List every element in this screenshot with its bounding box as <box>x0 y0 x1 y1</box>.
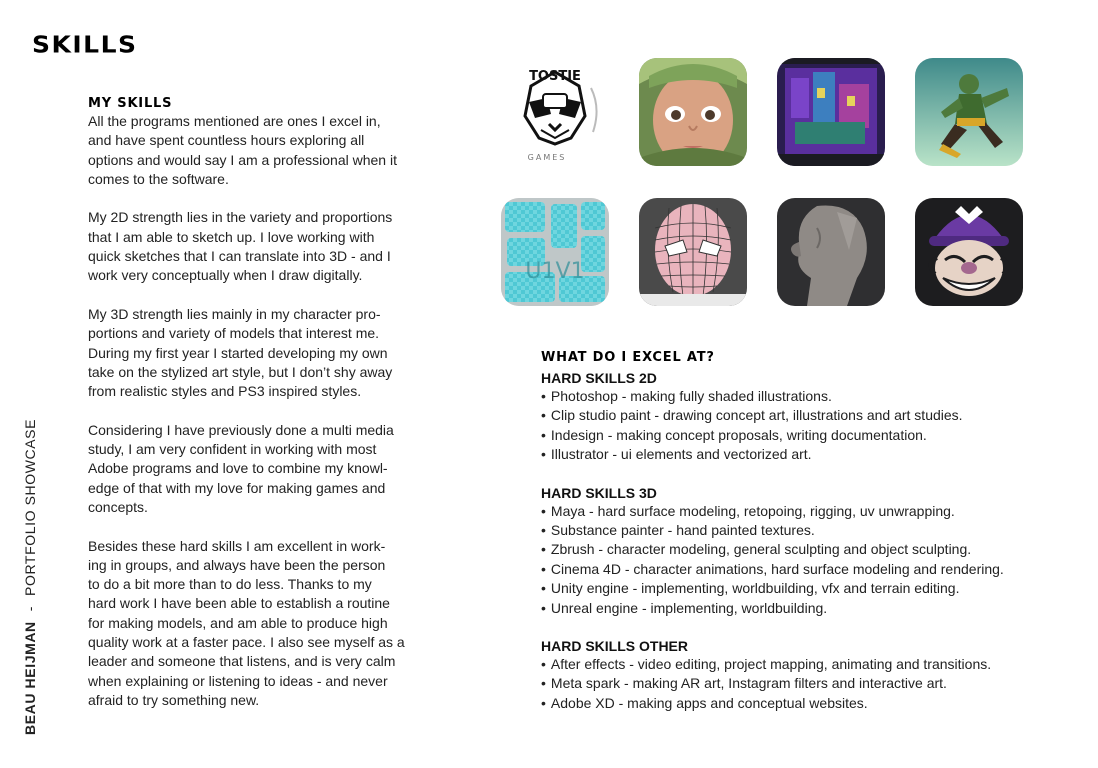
skill-text: Zbrush - character modeling, general sculpting and object sculpting. <box>550 541 972 558</box>
page-title: SKILLS <box>32 31 138 58</box>
credit-label: PORTFOLIO SHOWCASE <box>22 418 38 596</box>
skill-text: Maya - hard surface modeling, retopoing, rigging, uv unwrapping. <box>550 502 955 519</box>
logo-subtext: GAMES <box>527 153 567 162</box>
list-item <box>541 540 1041 559</box>
logo-wordmark: TOSTIE <box>529 69 581 84</box>
bullet: • <box>541 522 546 539</box>
excel-at-heading: WHAT DO I EXCEL AT? <box>541 350 715 365</box>
sculpted-bust-profile <box>777 198 885 306</box>
bullet: • <box>541 502 546 519</box>
skill-group-2d <box>541 369 1041 465</box>
bullet: • <box>541 675 546 692</box>
skill-group-3d <box>541 484 1041 618</box>
skill-text: Clip studio paint - drawing concept art, illustrations and art studies. <box>550 407 963 424</box>
stylized-girl-face-render <box>639 58 747 166</box>
list-item <box>541 599 1041 618</box>
list-item <box>541 387 1041 406</box>
group-title: HARD SKILLS OTHER <box>541 638 688 655</box>
tostie-games-logo <box>501 58 609 166</box>
intro-paragraph: My 3D strength lies mainly in my character pro- portions and variety of models that interest me. During my first year I started developing my own take on the stylized art style, but I don’t shy away from realistic styles and PS3 inspired styles. <box>88 305 393 400</box>
skill-text: Illustrator - ui elements and vectorized art. <box>550 446 812 463</box>
purple-hat-villain-character <box>915 198 1023 306</box>
uv-layout-texture <box>501 198 609 306</box>
bullet: • <box>541 580 546 597</box>
list-item <box>541 579 1041 598</box>
bullet: • <box>541 426 546 443</box>
bullet: • <box>541 541 546 558</box>
skills-section <box>541 350 1041 732</box>
list-item <box>541 674 1041 693</box>
list-item <box>541 426 1041 445</box>
side-credit <box>22 405 38 735</box>
author-name: BEAU HEIJMAN <box>22 621 38 735</box>
portfolio-gallery <box>501 58 1024 306</box>
skill-text: After effects - video editing, project mapping, animating and transitions. <box>550 656 992 673</box>
skill-list <box>541 655 1041 713</box>
list-item <box>541 655 1041 674</box>
intro-paragraph: My 2D strength lies in the variety and proportions that I am able to sketch up. I love working with quick sketches that I can translate into 3D - and I work very conceptually when I draw digitally. <box>88 209 393 284</box>
skill-text: Photoshop - making fully shaded illustrations. <box>550 388 832 404</box>
list-item <box>541 406 1041 425</box>
skill-text: Unity engine - implementing, worldbuilding, vfx and terrain editing. <box>550 580 960 597</box>
skill-group-other <box>541 637 1041 713</box>
bullet: • <box>541 656 546 673</box>
skill-text: Indesign - making concept proposals, writing documentation. <box>550 426 927 443</box>
skill-text: Unreal engine - implementing, worldbuilding. <box>550 599 828 616</box>
credit-separator: - <box>22 605 38 612</box>
list-item <box>541 521 1041 540</box>
list-item <box>541 445 1041 464</box>
intro-section <box>88 96 418 730</box>
skill-list <box>541 387 1041 465</box>
list-item <box>541 694 1041 713</box>
intro-paragraph: Besides these hard skills I am excellent in work- ing in groups, and always have been the person to do a bit more than to do less. Thanks to my hard work I have been able to establish a routine for making models, and am able to produce high quality work at a faster pace. I also see myself as a leader and someone that listens, and is very calm when explaining or listening to ideas - and never afraid to try something new. <box>88 537 405 708</box>
bullet: • <box>541 599 546 616</box>
bullet: • <box>541 446 546 463</box>
group-title: HARD SKILLS 3D <box>541 484 657 501</box>
skill-text: Cinema 4D - character animations, hard surface modeling and rendering. <box>550 560 1004 577</box>
bullet: • <box>541 694 546 711</box>
skill-text: Meta spark - making AR art, Instagram filters and interactive art. <box>550 675 947 692</box>
bullet: • <box>541 407 546 424</box>
skill-text: Adobe XD - making apps and conceptual websites. <box>550 694 868 711</box>
group-title: HARD SKILLS 2D <box>541 370 657 386</box>
skill-list <box>541 502 1041 618</box>
green-character-pose <box>915 58 1023 166</box>
skill-text: Substance painter - hand painted textures. <box>550 522 815 539</box>
list-item <box>541 560 1041 579</box>
head-wireframe-topology <box>639 198 747 306</box>
list-item <box>541 502 1041 521</box>
uv-label: U1V1 <box>525 259 585 284</box>
intro-paragraph: Considering I have previously done a multi media study, I am very confident in working with most Adobe programs and love to combine my knowl- edge of that with my love for making games and concepts. <box>88 421 394 515</box>
purple-environment-render <box>777 58 885 166</box>
bullet: • <box>541 560 546 577</box>
bullet: • <box>541 388 546 404</box>
my-skills-heading: MY SKILLS <box>88 96 173 111</box>
intro-paragraph: All the programs mentioned are ones I excel in, and have spent countless hours exploring all options and would say I am a professional when it comes to the software. <box>88 113 397 187</box>
